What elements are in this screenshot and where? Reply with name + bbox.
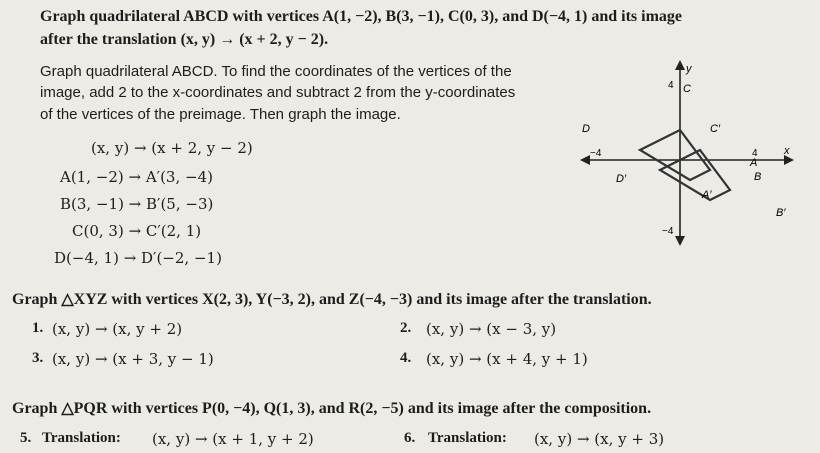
problem-2-rule: (x, y) → (x − 3, y) xyxy=(426,320,557,338)
problem-2-number: 2. xyxy=(400,320,412,336)
image-abcd-prime xyxy=(660,150,730,200)
problem-6-rule: (x, y) → (x, y + 3) xyxy=(534,430,665,448)
problem-5-number: 5. xyxy=(20,430,32,446)
problem-5-label: Translation: xyxy=(42,430,121,446)
preimage-abcd xyxy=(640,130,710,180)
problem-3-number: 3. xyxy=(32,350,44,366)
vertex-label-b: B xyxy=(754,171,762,183)
mapping-d: D(−4, 1) → D′(−2, −1) xyxy=(54,249,222,267)
problem-6-label: Translation: xyxy=(428,430,507,446)
tick-label-4-x: 4 xyxy=(752,148,758,159)
mapping-a: A(1, −2) → A′(3, −4) xyxy=(60,168,213,186)
problem-3-rule: (x, y) → (x + 3, y − 1) xyxy=(52,350,214,368)
x-axis-arrow-left xyxy=(580,155,590,165)
section-1-heading: Graph △XYZ with vertices X(2, 3), Y(−3, 2), and Z(−4, −3) and its image after the translation. xyxy=(12,291,652,308)
problem-1-rule: (x, y) → (x, y + 2) xyxy=(52,320,183,338)
mapping-c: C(0, 3) → C′(2, 1) xyxy=(72,222,202,240)
y-axis-arrow xyxy=(675,60,685,70)
problem-6-number: 6. xyxy=(404,430,416,446)
tick-label-neg4-x: −4 xyxy=(590,148,602,159)
vertex-label-b-prime: B′ xyxy=(776,207,786,219)
mapping-b: B(3, −1) → B′(5, −3) xyxy=(60,195,214,213)
solution-text-line-2: image, add 2 to the x-coordinates and subtract 2 from the y-coordinates xyxy=(40,84,516,101)
section-2-heading: Graph △PQR with vertices P(0, −4), Q(1, 3), and R(2, −5) and its image after the composition. xyxy=(12,400,652,417)
vertex-label-a-prime: A′ xyxy=(702,189,712,201)
y-axis-label: y xyxy=(686,63,692,75)
solution-text-line-1: Graph quadrilateral ABCD. To find the coordinates of the vertices of the xyxy=(40,63,512,80)
problem-1-number: 1. xyxy=(32,320,44,336)
vertex-label-a: A xyxy=(750,157,758,169)
solution-text-line-3: of the vertices of the preimage. Then graph the image. xyxy=(40,106,401,123)
problem-4-rule: (x, y) → (x + 4, y + 1) xyxy=(426,350,588,368)
vertex-label-d: D xyxy=(582,123,590,135)
translation-rule: (x, y) → (x + 2, y − 2) xyxy=(91,139,253,157)
vertex-label-c-prime: C′ xyxy=(710,123,721,135)
example-title-line-2: after the translation (x, y) → (x + 2, y − 2). xyxy=(40,31,329,48)
vertex-label-c: C xyxy=(683,83,691,95)
x-axis-label: x xyxy=(784,145,790,157)
tick-label-4-y: 4 xyxy=(668,80,674,91)
y-axis-arrow-down xyxy=(675,236,685,246)
problem-5-rule: (x, y) → (x + 1, y + 2) xyxy=(152,430,314,448)
problem-4-number: 4. xyxy=(400,350,412,366)
vertex-label-d-prime: D′ xyxy=(616,173,627,185)
example-title-line-1: Graph quadrilateral ABCD with vertices A(1, −2), B(3, −1), C(0, 3), and D(−4, 1) and its image xyxy=(40,8,682,25)
tick-label-neg4-y: −4 xyxy=(662,226,674,237)
coordinate-graph xyxy=(570,58,800,248)
